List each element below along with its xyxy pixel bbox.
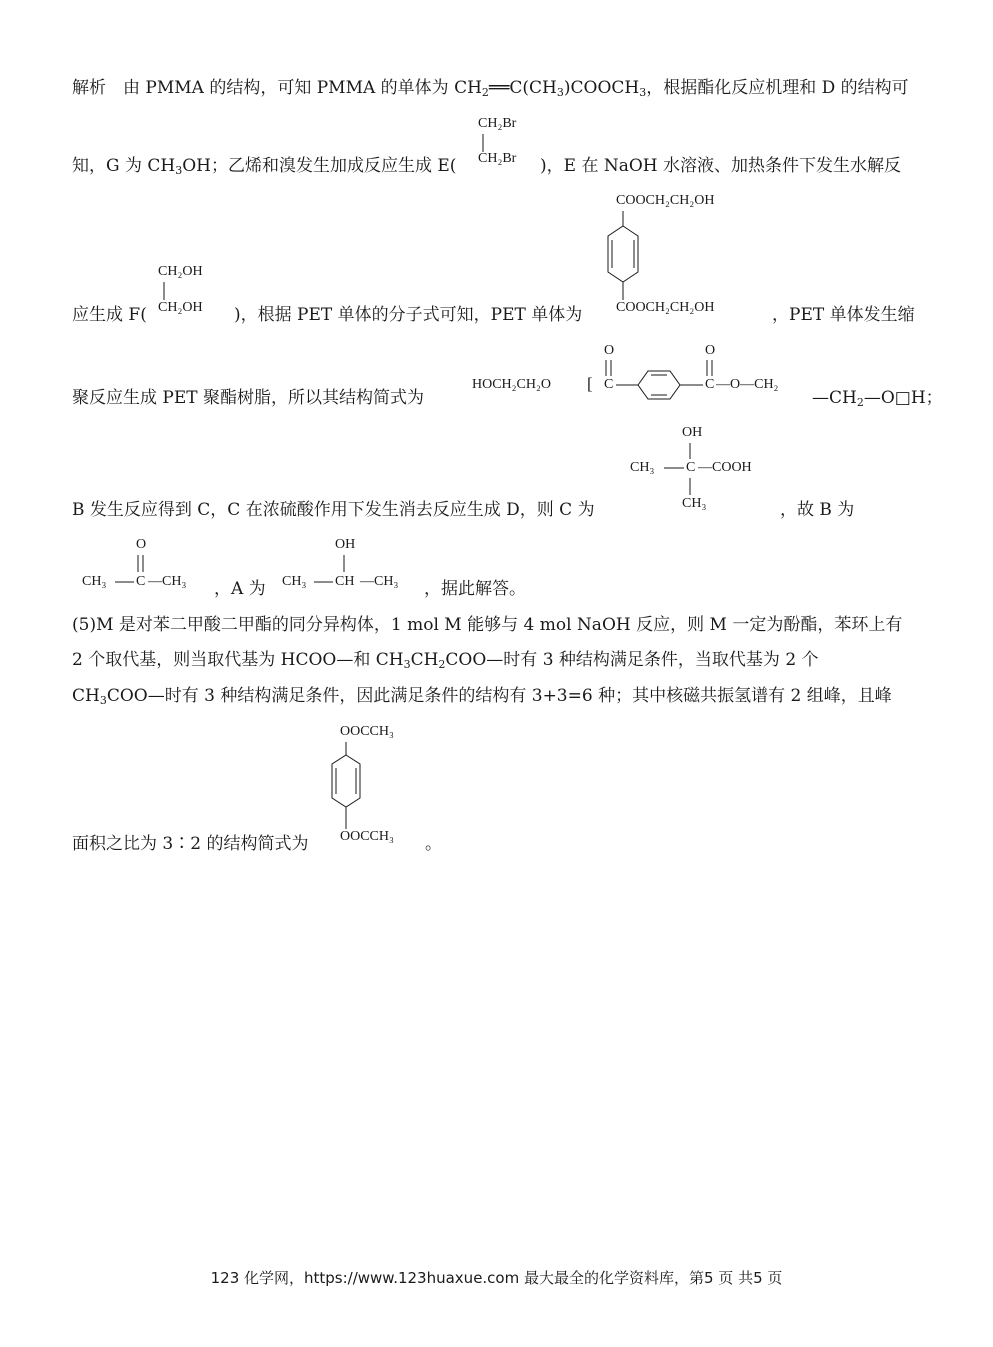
carbonyl-c-left: C bbox=[604, 377, 614, 392]
structure-A-ch: CH bbox=[335, 574, 355, 589]
carbonyl-o-left: O bbox=[604, 343, 615, 358]
para2-line4-start: 面积之比为 3∶2 的结构简式为 bbox=[72, 834, 309, 854]
carbonyl-c-right: C bbox=[705, 377, 715, 392]
text-run: CH bbox=[410, 650, 439, 670]
structure-A-ch3-right: —CH₃ bbox=[360, 574, 399, 589]
text-run: 2 个取代基，则当取代基为 HCOO—和 CH bbox=[72, 650, 404, 670]
para1-line3-start: 应生成 F( bbox=[72, 305, 147, 325]
subscript: 2 bbox=[438, 658, 446, 671]
text-run: COO—时有 3 种结构满足条件，当取代基为 2 个 bbox=[445, 650, 819, 670]
para1-line3-mid: )，根据 PET 单体的分子式可知，PET 单体为 bbox=[234, 305, 583, 325]
para1-line5-end: ，故 B 为 bbox=[780, 500, 855, 520]
text-run: OH；乙烯和溴发生加成反应生成 E( bbox=[182, 156, 457, 176]
structure-B-ch3-left: CH₃ bbox=[82, 574, 107, 589]
pet-polymer-left: HOCH₂CH₂O bbox=[472, 377, 551, 392]
subscript: 3 bbox=[639, 86, 647, 99]
text-run: COO—时有 3 种结构满足条件，因此满足条件的结构有 3+3=6 种；其中核磁共振氢谱有 2 组峰，且峰 bbox=[106, 686, 892, 706]
text-run: )COOCH bbox=[563, 78, 640, 98]
para1-line2-end: )，E 在 NaOH 水溶液、加热条件下发生水解反 bbox=[540, 156, 902, 176]
text-run: ，根据酯化反应机理和 D 的结构可 bbox=[646, 78, 909, 98]
pet-monomer-top: COOCH₂CH₂OH bbox=[616, 193, 715, 208]
structure-E-bottom: CH₂Br bbox=[478, 151, 517, 166]
subscript: 3 bbox=[556, 86, 564, 99]
structure-M-top: OOCCH₃ bbox=[340, 724, 394, 739]
structure-F-top: CH₂OH bbox=[158, 264, 203, 279]
structure-C-ch3-left: CH₃ bbox=[630, 460, 655, 475]
structure-F-bottom: CH₂OH bbox=[158, 300, 203, 315]
structure-B-carbon: C bbox=[136, 574, 146, 589]
para2-line3 bbox=[72, 688, 892, 705]
text-run: ══C(CH bbox=[488, 78, 557, 98]
para1-line6-end: ，据此解答。 bbox=[424, 579, 526, 599]
para1-line5-start: B 发生反应得到 C，C 在浓硫酸作用下发生消去反应生成 D，则 C 为 bbox=[72, 500, 595, 520]
text-run: —O□H； bbox=[863, 388, 943, 408]
structure-C-cooh: —COOH bbox=[698, 460, 752, 475]
para1-line2-start bbox=[72, 158, 456, 175]
structure-A-ch3-left: CH₃ bbox=[282, 574, 307, 589]
page-footer: 123 化学网，https://www.123huaxue.com 最大最全的化学资料库，第5 页 共5 页 bbox=[210, 1269, 783, 1287]
para1-line4-end bbox=[812, 390, 943, 407]
para2-line1: (5)M 是对苯二甲酸二甲酯的同分异构体，1 mol M 能够与 4 mol NaOH 反应，则 M 一定为酚酯，苯环上有 bbox=[72, 615, 903, 635]
structure-C-ch3-bottom: CH₃ bbox=[682, 496, 707, 511]
structure-E-top: CH₂Br bbox=[478, 116, 517, 131]
structure-C-carbon: C bbox=[686, 460, 696, 475]
structure-C-oh: OH bbox=[682, 425, 703, 440]
subscript: 2 bbox=[856, 396, 864, 409]
text-run: —CH bbox=[812, 388, 857, 408]
para1-line3-end: ，PET 单体发生缩 bbox=[772, 305, 915, 325]
subscript: 3 bbox=[175, 164, 183, 177]
structure-M-bottom: OOCCH₃ bbox=[340, 829, 394, 844]
para1-line4-start: 聚反应生成 PET 聚酯树脂，所以其结构简式为 bbox=[72, 388, 424, 408]
para2-line2 bbox=[72, 652, 819, 669]
text-run: 解析 由 PMMA 的结构，可知 PMMA 的单体为 CH bbox=[72, 78, 482, 98]
structure-B-ch3-right: —CH₃ bbox=[148, 574, 187, 589]
para2-line4-end: 。 bbox=[425, 834, 442, 854]
pet-polymer-bracket: [ bbox=[587, 374, 593, 393]
subscript: 3 bbox=[403, 658, 411, 671]
text-run: 知，G 为 CH bbox=[72, 156, 176, 176]
subscript: 3 bbox=[99, 694, 107, 707]
pet-polymer-ester: —O—CH₂ bbox=[716, 377, 779, 392]
structure-A-oh: OH bbox=[335, 537, 356, 552]
subscript: 2 bbox=[481, 86, 489, 99]
para1-line1 bbox=[72, 80, 909, 97]
text-run: CH bbox=[72, 686, 100, 706]
carbonyl-o-right: O bbox=[705, 343, 716, 358]
structure-M-ring bbox=[0, 0, 10, 10]
pet-monomer-bottom: COOCH₂CH₂OH bbox=[616, 300, 715, 315]
para1-line6-mid: ，A 为 bbox=[214, 579, 266, 599]
structure-B-o: O bbox=[136, 537, 147, 552]
